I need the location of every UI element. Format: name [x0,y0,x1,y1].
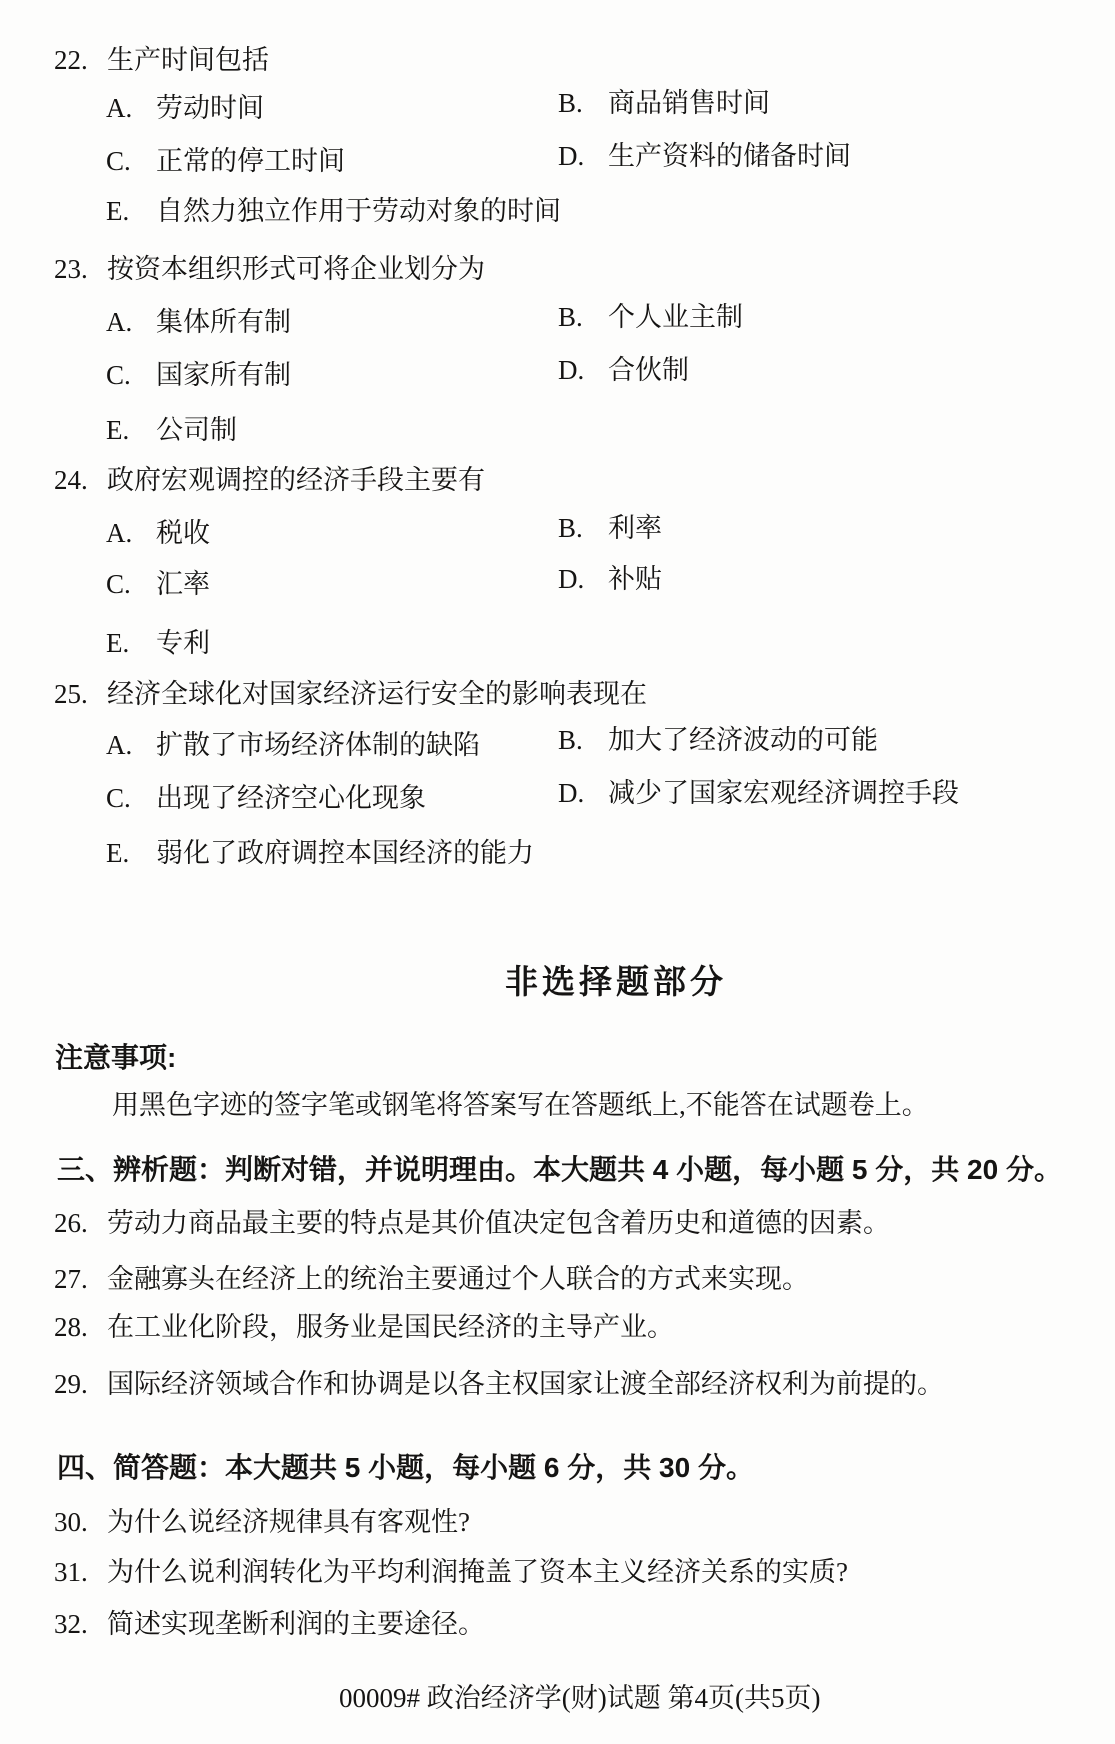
option-23-e: E. 公司制 [106,415,237,445]
question-25-options-row-3 [0,837,1115,871]
question-27-number: 27. [54,1264,88,1294]
question-23-stem [54,253,1115,287]
question-24-options-row-3 [0,627,1115,661]
option-22-d: D. 生产资料的储备时间 [558,141,851,171]
option-22-b: B. 商品销售时间 [558,88,770,118]
page-footer: 00009# 政治经济学(财)试题 第4页(共5页) [339,1683,821,1713]
option-25-e: E. 弱化了政府调控本国经济的能力 [106,838,534,868]
question-22-options-row-2 [0,141,1115,179]
option-25-a: A. 扩散了市场经济体制的缺陷 [106,730,480,760]
question-22-options-row-3 [0,195,1115,229]
option-23-c: C. 国家所有制 [106,360,291,390]
option-24-d: D. 补贴 [558,564,662,594]
question-30 [54,1506,1115,1540]
option-23-a: A. 集体所有制 [106,307,291,337]
question-23-options-row-1 [0,302,1115,340]
question-25-number: 25. [54,679,88,709]
question-22-stem [54,44,1115,78]
question-31-text: 为什么说利润转化为平均利润掩盖了资本主义经济关系的实质? [107,1557,848,1587]
question-27 [54,1263,1115,1297]
question-23-options-row-3 [0,414,1115,448]
option-24-e: E. 专利 [106,628,210,658]
question-24-text: 政府宏观调控的经济手段主要有 [107,465,485,495]
question-28-number: 28. [54,1312,88,1342]
question-22-number: 22. [54,45,88,75]
question-22-text: 生产时间包括 [107,45,269,75]
question-29 [54,1368,1115,1402]
question-32-text: 简述实现垄断利润的主要途径。 [107,1609,485,1639]
question-24-options-row-1 [0,513,1115,551]
question-23-number: 23. [54,254,88,284]
question-30-number: 30. [54,1507,88,1537]
question-32 [54,1608,1115,1642]
question-26-text: 劳动力商品最主要的特点是其价值决定包含着历史和道德的因素。 [107,1208,890,1238]
question-25-options-row-1 [0,725,1115,763]
option-22-c: C. 正常的停工时间 [106,146,345,176]
question-23-text: 按资本组织形式可将企业划分为 [107,254,485,284]
question-29-number: 29. [54,1369,88,1399]
section-4-header: 四、简答题：本大题共 5 小题，每小题 6 分，共 30 分。 [57,1452,754,1483]
notice-text: 用黑色字迹的签字笔或钢笔将答案写在答题纸上,不能答在试题卷上。 [112,1090,929,1120]
question-25-stem [54,678,1115,712]
question-32-number: 32. [54,1609,88,1639]
option-24-b: B. 利率 [558,513,662,543]
question-27-text: 金融寡头在经济上的统治主要通过个人联合的方式来实现。 [107,1264,809,1294]
question-23-options-row-2 [0,355,1115,393]
question-26-number: 26. [54,1208,88,1238]
question-28-text: 在工业化阶段，服务业是国民经济的主导产业。 [107,1312,674,1342]
section-3-header: 三、辨析题：判断对错，并说明理由。本大题共 4 小题，每小题 5 分，共 20 分。 [57,1154,1062,1185]
option-24-c: C. 汇率 [106,569,210,599]
notice-label: 注意事项: [55,1042,177,1073]
question-25-options-row-2 [0,778,1115,816]
question-24-options-row-2 [0,564,1115,602]
option-25-d: D. 减少了国家宏观经济调控手段 [558,778,959,808]
option-22-e: E. 自然力独立作用于劳动对象的时间 [106,196,561,226]
option-23-b: B. 个人业主制 [558,302,743,332]
question-26 [54,1207,1115,1241]
question-24-number: 24. [54,465,88,495]
section-heading-non-choice: 非选择题部分 [505,963,727,1000]
question-31-number: 31. [54,1557,88,1587]
question-25-text: 经济全球化对国家经济运行安全的影响表现在 [107,679,647,709]
question-24-stem [54,464,1115,498]
option-22-a: A. 劳动时间 [106,93,264,123]
option-23-d: D. 合伙制 [558,355,689,385]
question-22-options-row-1 [0,88,1115,126]
question-29-text: 国际经济领域合作和协调是以各主权国家让渡全部经济权利为前提的。 [107,1369,944,1399]
question-28 [54,1311,1115,1345]
question-30-text: 为什么说经济规律具有客观性? [107,1507,470,1537]
option-25-b: B. 加大了经济波动的可能 [558,725,878,755]
option-25-c: C. 出现了经济空心化现象 [106,783,426,813]
option-24-a: A. 税收 [106,518,210,548]
question-31 [54,1556,1115,1590]
